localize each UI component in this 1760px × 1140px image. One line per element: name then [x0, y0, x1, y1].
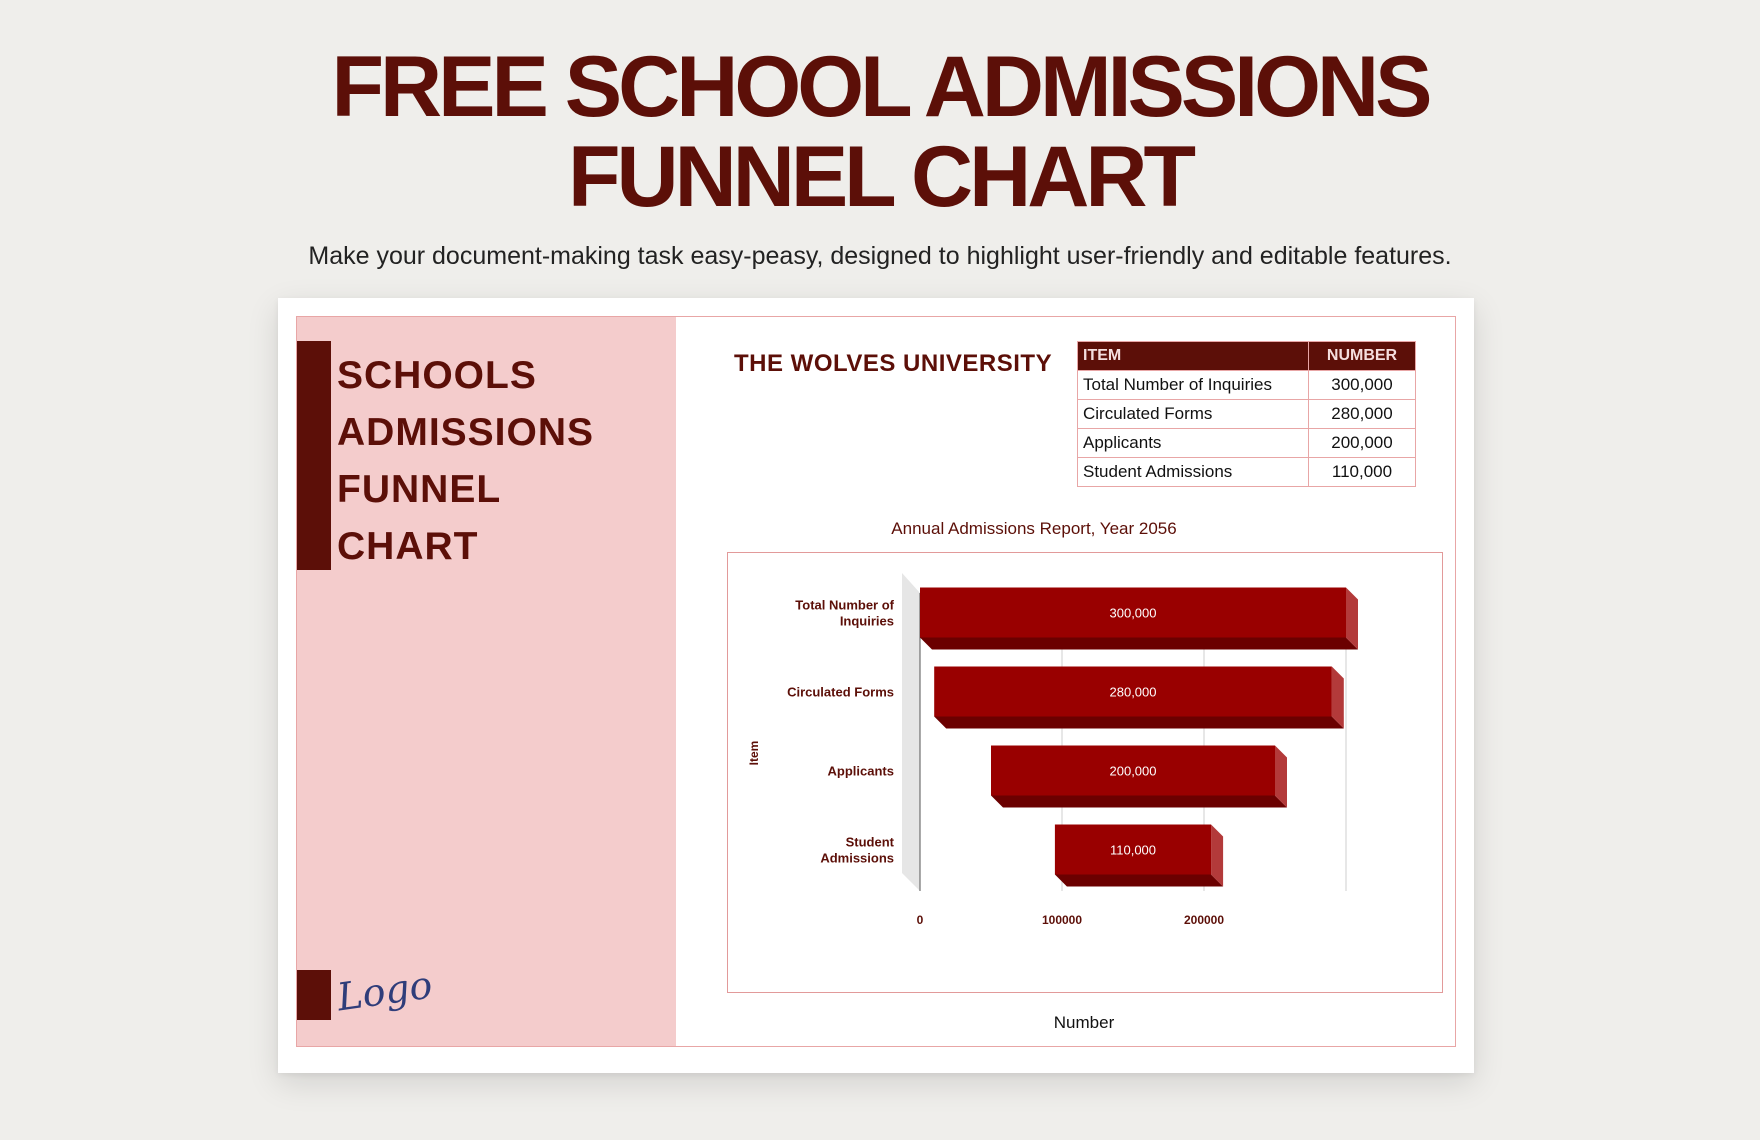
bar-data-label: 300,000: [1109, 605, 1157, 621]
y-category-label: Total Number of: [795, 597, 894, 613]
table-cell-item: Total Number of Inquiries: [1078, 371, 1309, 400]
page-title-line-1: FREE SCHOOL ADMISSIONS: [331, 39, 1429, 135]
table-cell-item: Student Admissions: [1078, 458, 1309, 487]
y-category-label: Inquiries: [839, 613, 894, 629]
logo: Logo: [334, 962, 435, 1020]
bar-data-label: 110,000: [1109, 842, 1157, 858]
x-axis-title: Number: [1053, 1013, 1115, 1032]
y-category-label: Circulated Forms: [787, 684, 894, 700]
table-cell-item: Applicants: [1078, 429, 1309, 458]
table-cell-number: 300,000: [1309, 371, 1416, 400]
table-cell-item: Circulated Forms: [1078, 400, 1309, 429]
table-header-row: [1078, 342, 1416, 371]
table-header-item: ITEM: [1078, 342, 1309, 371]
bar-bottom-face: [1055, 875, 1223, 887]
panel-title-line: SCHOOLS: [337, 354, 537, 397]
panel-title-line: ADMISSIONS: [337, 411, 595, 454]
funnel-chart: [728, 553, 1442, 992]
bar-data-label: 280,000: [1109, 684, 1157, 700]
x-tick-label: 200000: [1183, 913, 1225, 927]
logo-accent-square: [297, 970, 331, 1020]
table-row: [1078, 400, 1416, 429]
y-axis-title: Item: [747, 740, 761, 766]
table-cell-number: 200,000: [1309, 429, 1416, 458]
table-cell-number: 280,000: [1309, 400, 1416, 429]
left-panel: [297, 317, 676, 1046]
template-sheet: [278, 298, 1474, 1073]
table-row: [1078, 458, 1416, 487]
sheet-frame: [296, 316, 1456, 1047]
bar-data-label: 200,000: [1109, 763, 1157, 779]
y-category-label: Admissions: [820, 850, 894, 866]
page-subtitle: Make your document-making task easy-peasy, designed to highlight user-friendly and editable features.: [308, 242, 1452, 270]
panel-title-line: CHART: [337, 525, 479, 568]
chart-area: [727, 552, 1443, 993]
chart-side-wall: [902, 573, 920, 891]
bar-bottom-face: [991, 796, 1287, 808]
chart-title: Annual Admissions Report, Year 2056: [891, 519, 1177, 538]
y-category-label: Applicants: [827, 763, 894, 779]
page-title: [0, 39, 1760, 225]
panel-title-line: FUNNEL: [337, 468, 502, 511]
x-tick-label: 0: [916, 913, 924, 927]
bar-bottom-face: [934, 717, 1344, 729]
table-row: [1078, 429, 1416, 458]
bar-bottom-face: [920, 638, 1358, 650]
table-cell-number: 110,000: [1309, 458, 1416, 487]
y-category-label: Student: [845, 834, 894, 850]
table-row: [1078, 371, 1416, 400]
title-accent-bar: [297, 341, 331, 570]
university-name: THE WOLVES UNIVERSITY: [734, 350, 1053, 377]
table-header-number: NUMBER: [1309, 342, 1416, 371]
page-title-line-2: FUNNEL CHART: [567, 129, 1193, 225]
panel-title: [337, 347, 594, 575]
data-table: [1077, 341, 1416, 487]
x-tick-label: 100000: [1041, 913, 1083, 927]
